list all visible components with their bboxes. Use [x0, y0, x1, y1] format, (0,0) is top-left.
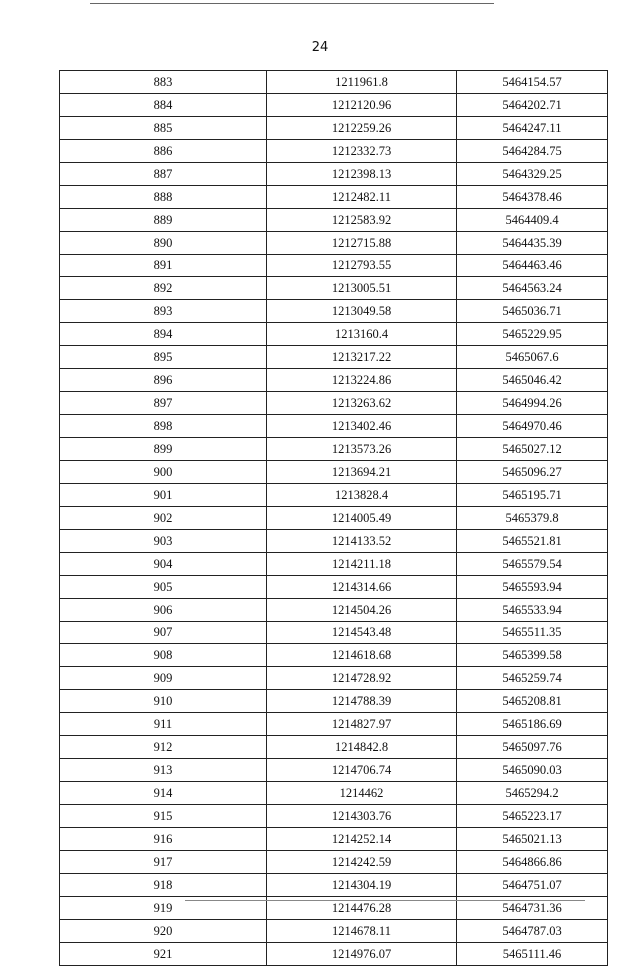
point-number-cell: 890: [60, 231, 267, 254]
x-coordinate-cell: 1211961.8: [267, 71, 457, 94]
x-coordinate-cell: 1214304.19: [267, 873, 457, 896]
y-coordinate-cell: 5464866.86: [457, 850, 608, 873]
point-number-cell: 919: [60, 896, 267, 919]
x-coordinate-cell: 1212482.11: [267, 185, 457, 208]
y-coordinate-cell: 5465021.13: [457, 827, 608, 850]
x-coordinate-cell: 1212715.88: [267, 231, 457, 254]
x-coordinate-cell: 1214005.49: [267, 506, 457, 529]
y-coordinate-cell: 5464787.03: [457, 919, 608, 942]
table-row: [60, 392, 608, 415]
y-coordinate-cell: 5465027.12: [457, 438, 608, 461]
point-number-cell: 902: [60, 506, 267, 529]
table-row: [60, 942, 608, 965]
y-coordinate-cell: 5464970.46: [457, 415, 608, 438]
y-coordinate-cell: 5465046.42: [457, 369, 608, 392]
x-coordinate-cell: 1212120.96: [267, 93, 457, 116]
point-number-cell: 909: [60, 667, 267, 690]
x-coordinate-cell: 1214788.39: [267, 690, 457, 713]
x-coordinate-cell: 1213217.22: [267, 346, 457, 369]
y-coordinate-cell: 5465096.27: [457, 460, 608, 483]
table-row: [60, 759, 608, 782]
point-number-cell: 886: [60, 139, 267, 162]
bottom-rule: [185, 900, 585, 901]
y-coordinate-cell: 5464994.26: [457, 392, 608, 415]
x-coordinate-cell: 1214303.76: [267, 805, 457, 828]
y-coordinate-cell: 5465208.81: [457, 690, 608, 713]
y-coordinate-cell: 5465036.71: [457, 300, 608, 323]
point-number-cell: 884: [60, 93, 267, 116]
point-number-cell: 883: [60, 71, 267, 94]
point-number-cell: 891: [60, 254, 267, 277]
table-row: [60, 415, 608, 438]
table-row: [60, 162, 608, 185]
table-row: [60, 277, 608, 300]
point-number-cell: 894: [60, 323, 267, 346]
table-row: [60, 827, 608, 850]
table-row: [60, 873, 608, 896]
point-number-cell: 901: [60, 483, 267, 506]
y-coordinate-cell: 5465097.76: [457, 736, 608, 759]
x-coordinate-cell: 1214827.97: [267, 713, 457, 736]
point-number-cell: 915: [60, 805, 267, 828]
table-row: [60, 644, 608, 667]
y-coordinate-cell: 5464409.4: [457, 208, 608, 231]
point-number-cell: 914: [60, 782, 267, 805]
table-row: [60, 483, 608, 506]
coordinates-table-body: [60, 71, 608, 966]
point-number-cell: 898: [60, 415, 267, 438]
point-number-cell: 917: [60, 850, 267, 873]
point-number-cell: 921: [60, 942, 267, 965]
x-coordinate-cell: 1213402.46: [267, 415, 457, 438]
table-row: [60, 71, 608, 94]
table-row: [60, 919, 608, 942]
y-coordinate-cell: 5465229.95: [457, 323, 608, 346]
top-rule: [90, 3, 494, 4]
x-coordinate-cell: 1213694.21: [267, 460, 457, 483]
y-coordinate-cell: 5465511.35: [457, 621, 608, 644]
y-coordinate-cell: 5464378.46: [457, 185, 608, 208]
table-row: [60, 621, 608, 644]
table-row: [60, 850, 608, 873]
point-number-cell: 907: [60, 621, 267, 644]
table-row: [60, 369, 608, 392]
table-row: [60, 575, 608, 598]
point-number-cell: 906: [60, 598, 267, 621]
table-row: [60, 529, 608, 552]
y-coordinate-cell: 5465223.17: [457, 805, 608, 828]
x-coordinate-cell: 1214618.68: [267, 644, 457, 667]
y-coordinate-cell: 5465111.46: [457, 942, 608, 965]
y-coordinate-cell: 5464463.46: [457, 254, 608, 277]
y-coordinate-cell: 5464247.11: [457, 116, 608, 139]
point-number-cell: 918: [60, 873, 267, 896]
table-row: [60, 667, 608, 690]
y-coordinate-cell: 5464329.25: [457, 162, 608, 185]
coordinates-table: [59, 70, 608, 966]
table-row: [60, 346, 608, 369]
x-coordinate-cell: 1214314.66: [267, 575, 457, 598]
x-coordinate-cell: 1212332.73: [267, 139, 457, 162]
point-number-cell: 904: [60, 552, 267, 575]
point-number-cell: 897: [60, 392, 267, 415]
y-coordinate-cell: 5465521.81: [457, 529, 608, 552]
x-coordinate-cell: 1214462: [267, 782, 457, 805]
y-coordinate-cell: 5464435.39: [457, 231, 608, 254]
point-number-cell: 885: [60, 116, 267, 139]
y-coordinate-cell: 5464563.24: [457, 277, 608, 300]
point-number-cell: 905: [60, 575, 267, 598]
x-coordinate-cell: 1212583.92: [267, 208, 457, 231]
table-row: [60, 460, 608, 483]
table-row: [60, 116, 608, 139]
point-number-cell: 887: [60, 162, 267, 185]
point-number-cell: 908: [60, 644, 267, 667]
table-row: [60, 208, 608, 231]
table-row: [60, 93, 608, 116]
x-coordinate-cell: 1212259.26: [267, 116, 457, 139]
table-row: [60, 254, 608, 277]
point-number-cell: 911: [60, 713, 267, 736]
x-coordinate-cell: 1213005.51: [267, 277, 457, 300]
x-coordinate-cell: 1214211.18: [267, 552, 457, 575]
x-coordinate-cell: 1212793.55: [267, 254, 457, 277]
table-row: [60, 805, 608, 828]
x-coordinate-cell: 1214543.48: [267, 621, 457, 644]
y-coordinate-cell: 5465067.6: [457, 346, 608, 369]
y-coordinate-cell: 5464731.36: [457, 896, 608, 919]
x-coordinate-cell: 1214976.07: [267, 942, 457, 965]
point-number-cell: 899: [60, 438, 267, 461]
x-coordinate-cell: 1214678.11: [267, 919, 457, 942]
table-row: [60, 736, 608, 759]
y-coordinate-cell: 5465090.03: [457, 759, 608, 782]
table-row: [60, 139, 608, 162]
point-number-cell: 916: [60, 827, 267, 850]
table-row: [60, 552, 608, 575]
x-coordinate-cell: 1213160.4: [267, 323, 457, 346]
page-number: 24: [311, 40, 329, 55]
y-coordinate-cell: 5465259.74: [457, 667, 608, 690]
y-coordinate-cell: 5465195.71: [457, 483, 608, 506]
point-number-cell: 903: [60, 529, 267, 552]
point-number-cell: 895: [60, 346, 267, 369]
point-number-cell: 912: [60, 736, 267, 759]
table-row: [60, 438, 608, 461]
y-coordinate-cell: 5464284.75: [457, 139, 608, 162]
table-row: [60, 231, 608, 254]
x-coordinate-cell: 1213263.62: [267, 392, 457, 415]
y-coordinate-cell: 5465379.8: [457, 506, 608, 529]
x-coordinate-cell: 1214252.14: [267, 827, 457, 850]
y-coordinate-cell: 5465533.94: [457, 598, 608, 621]
x-coordinate-cell: 1213828.4: [267, 483, 457, 506]
x-coordinate-cell: 1212398.13: [267, 162, 457, 185]
point-number-cell: 893: [60, 300, 267, 323]
table-row: [60, 323, 608, 346]
table-row: [60, 506, 608, 529]
point-number-cell: 900: [60, 460, 267, 483]
y-coordinate-cell: 5464154.57: [457, 71, 608, 94]
table-row: [60, 300, 608, 323]
x-coordinate-cell: 1214728.92: [267, 667, 457, 690]
x-coordinate-cell: 1214242.59: [267, 850, 457, 873]
x-coordinate-cell: 1213573.26: [267, 438, 457, 461]
table-row: [60, 713, 608, 736]
table-row: [60, 185, 608, 208]
x-coordinate-cell: 1214504.26: [267, 598, 457, 621]
table-row: [60, 598, 608, 621]
y-coordinate-cell: 5465399.58: [457, 644, 608, 667]
y-coordinate-cell: 5465294.2: [457, 782, 608, 805]
x-coordinate-cell: 1214133.52: [267, 529, 457, 552]
point-number-cell: 920: [60, 919, 267, 942]
y-coordinate-cell: 5465186.69: [457, 713, 608, 736]
y-coordinate-cell: 5464202.71: [457, 93, 608, 116]
table-row: [60, 690, 608, 713]
point-number-cell: 910: [60, 690, 267, 713]
x-coordinate-cell: 1214476.28: [267, 896, 457, 919]
point-number-cell: 896: [60, 369, 267, 392]
x-coordinate-cell: 1214706.74: [267, 759, 457, 782]
x-coordinate-cell: 1213049.58: [267, 300, 457, 323]
x-coordinate-cell: 1214842.8: [267, 736, 457, 759]
table-row: [60, 782, 608, 805]
point-number-cell: 892: [60, 277, 267, 300]
y-coordinate-cell: 5465579.54: [457, 552, 608, 575]
point-number-cell: 888: [60, 185, 267, 208]
x-coordinate-cell: 1213224.86: [267, 369, 457, 392]
point-number-cell: 889: [60, 208, 267, 231]
point-number-cell: 913: [60, 759, 267, 782]
y-coordinate-cell: 5464751.07: [457, 873, 608, 896]
y-coordinate-cell: 5465593.94: [457, 575, 608, 598]
